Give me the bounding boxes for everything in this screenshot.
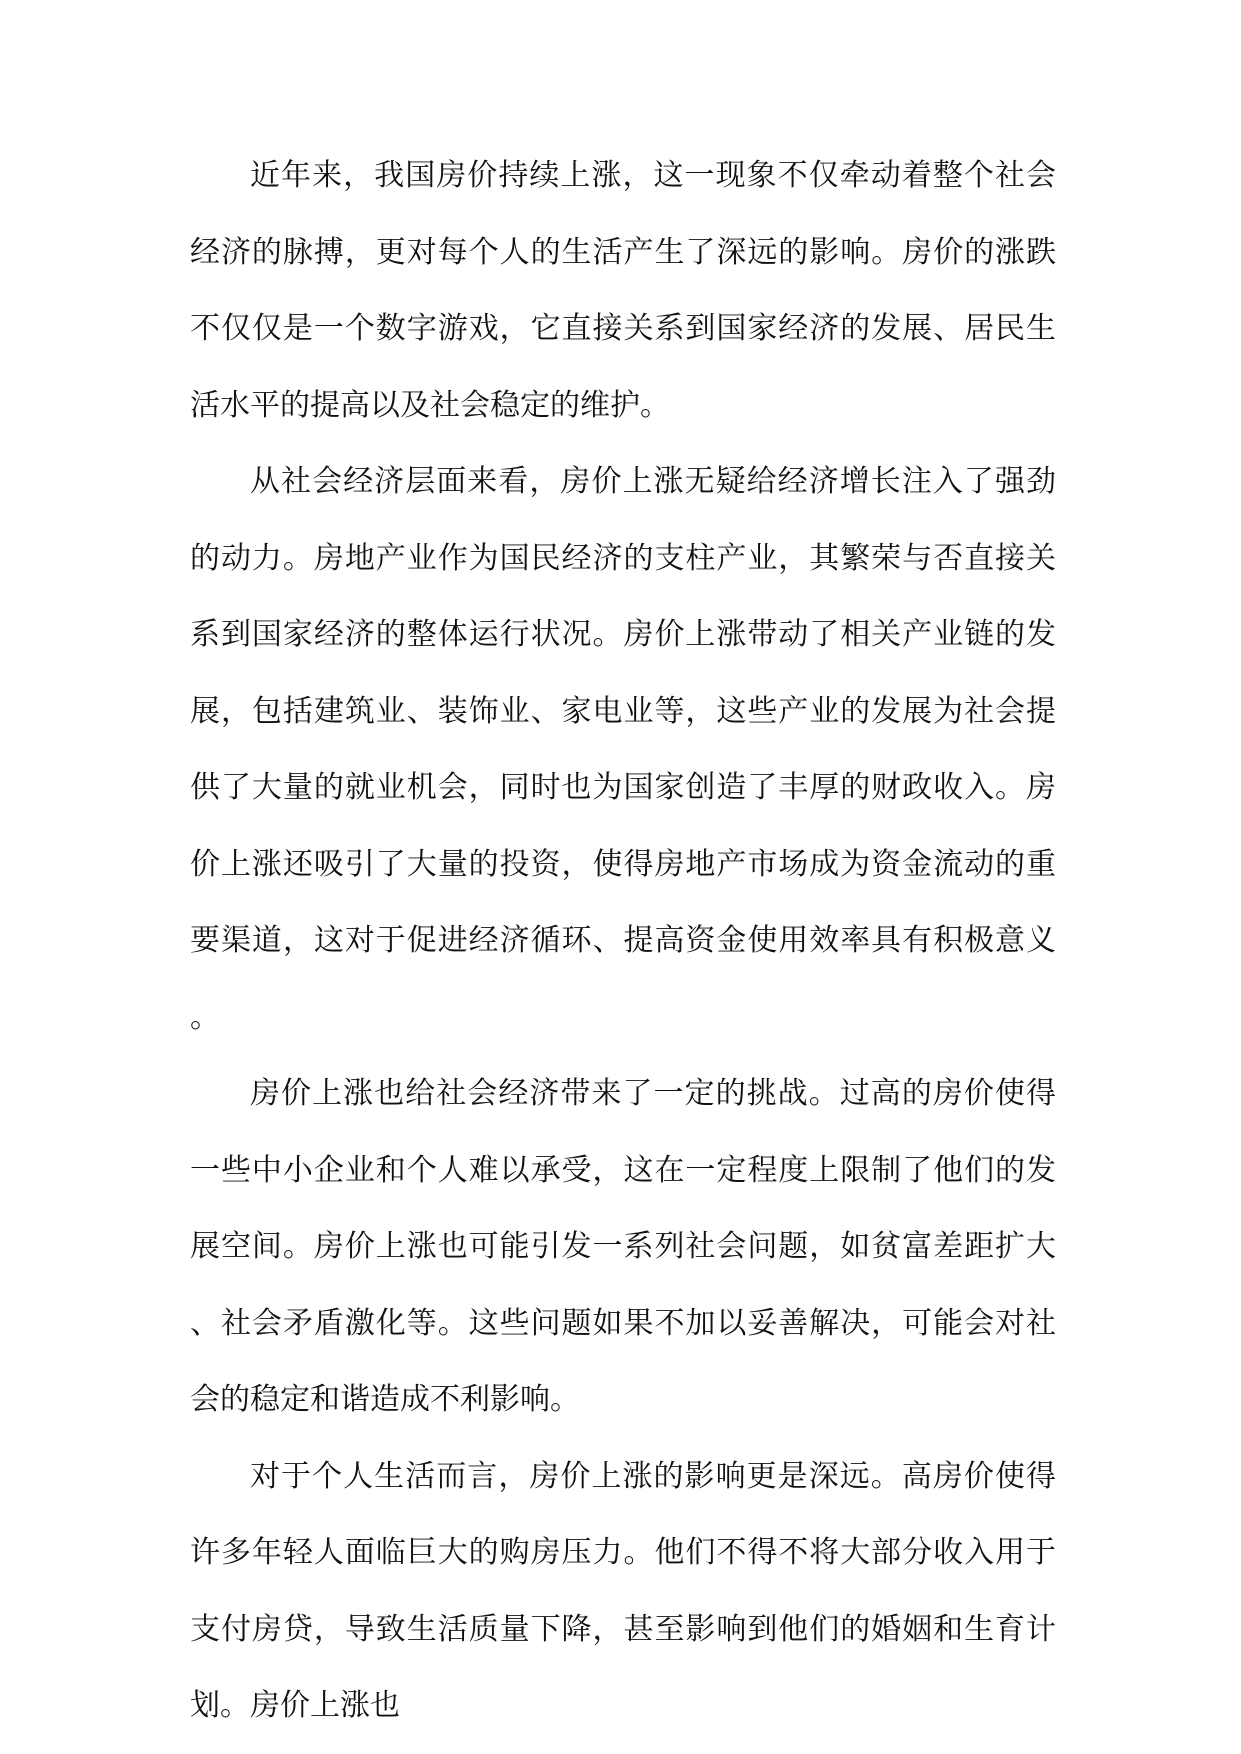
paragraph-4: 对于个人生活而言，房价上涨的影响更是深远。高房价使得许多年轻人面临巨大的购房压力。他们不得不将大部分收入用于支付房贷，导致生活质量下降，甚至影响到他们的婚姻和生育计划。房价上涨也	[190, 1458, 1056, 1723]
paragraph-2: 从社会经济层面来看，房价上涨无疑给经济增长注入了强劲的动力。房地产业作为国民经济的支柱产业，其繁荣与否直接关系到国家经济的整体运行状况。房价上涨带动了相关产业链的发展，包括建筑业、装饰业、家电业等，这些产业的发展为社会提供了大量的就业机会，同时也为国家创造了丰厚的财政收入。房价上涨还吸引了大量的投资，使得房地产市场成为资金流动的重要渠道，这对于促进经济循环、提高资金使用效率具有积极意义。	[190, 464, 1056, 1035]
paragraph-3: 房价上涨也给社会经济带来了一定的挑战。过高的房价使得一些中小企业和个人难以承受，这在一定程度上限制了他们的发展空间。房价上涨也可能引发一系列社会问题，如贫富差距扩大、社会矛盾激化等。这些问题如果不加以妥善解决，可能会对社会的稳定和谐造成不利影响。	[190, 1076, 1056, 1417]
paragraph-1: 近年来，我国房价持续上涨，这一现象不仅牵动着整个社会经济的脉搏，更对每个人的生活产生了深远的影响。房价的涨跌不仅仅是一个数字游戏，它直接关系到国家经济的发展、居民生活水平的提高以及社会稳定的维护。	[190, 158, 1056, 423]
document-body	[190, 138, 1056, 1745]
